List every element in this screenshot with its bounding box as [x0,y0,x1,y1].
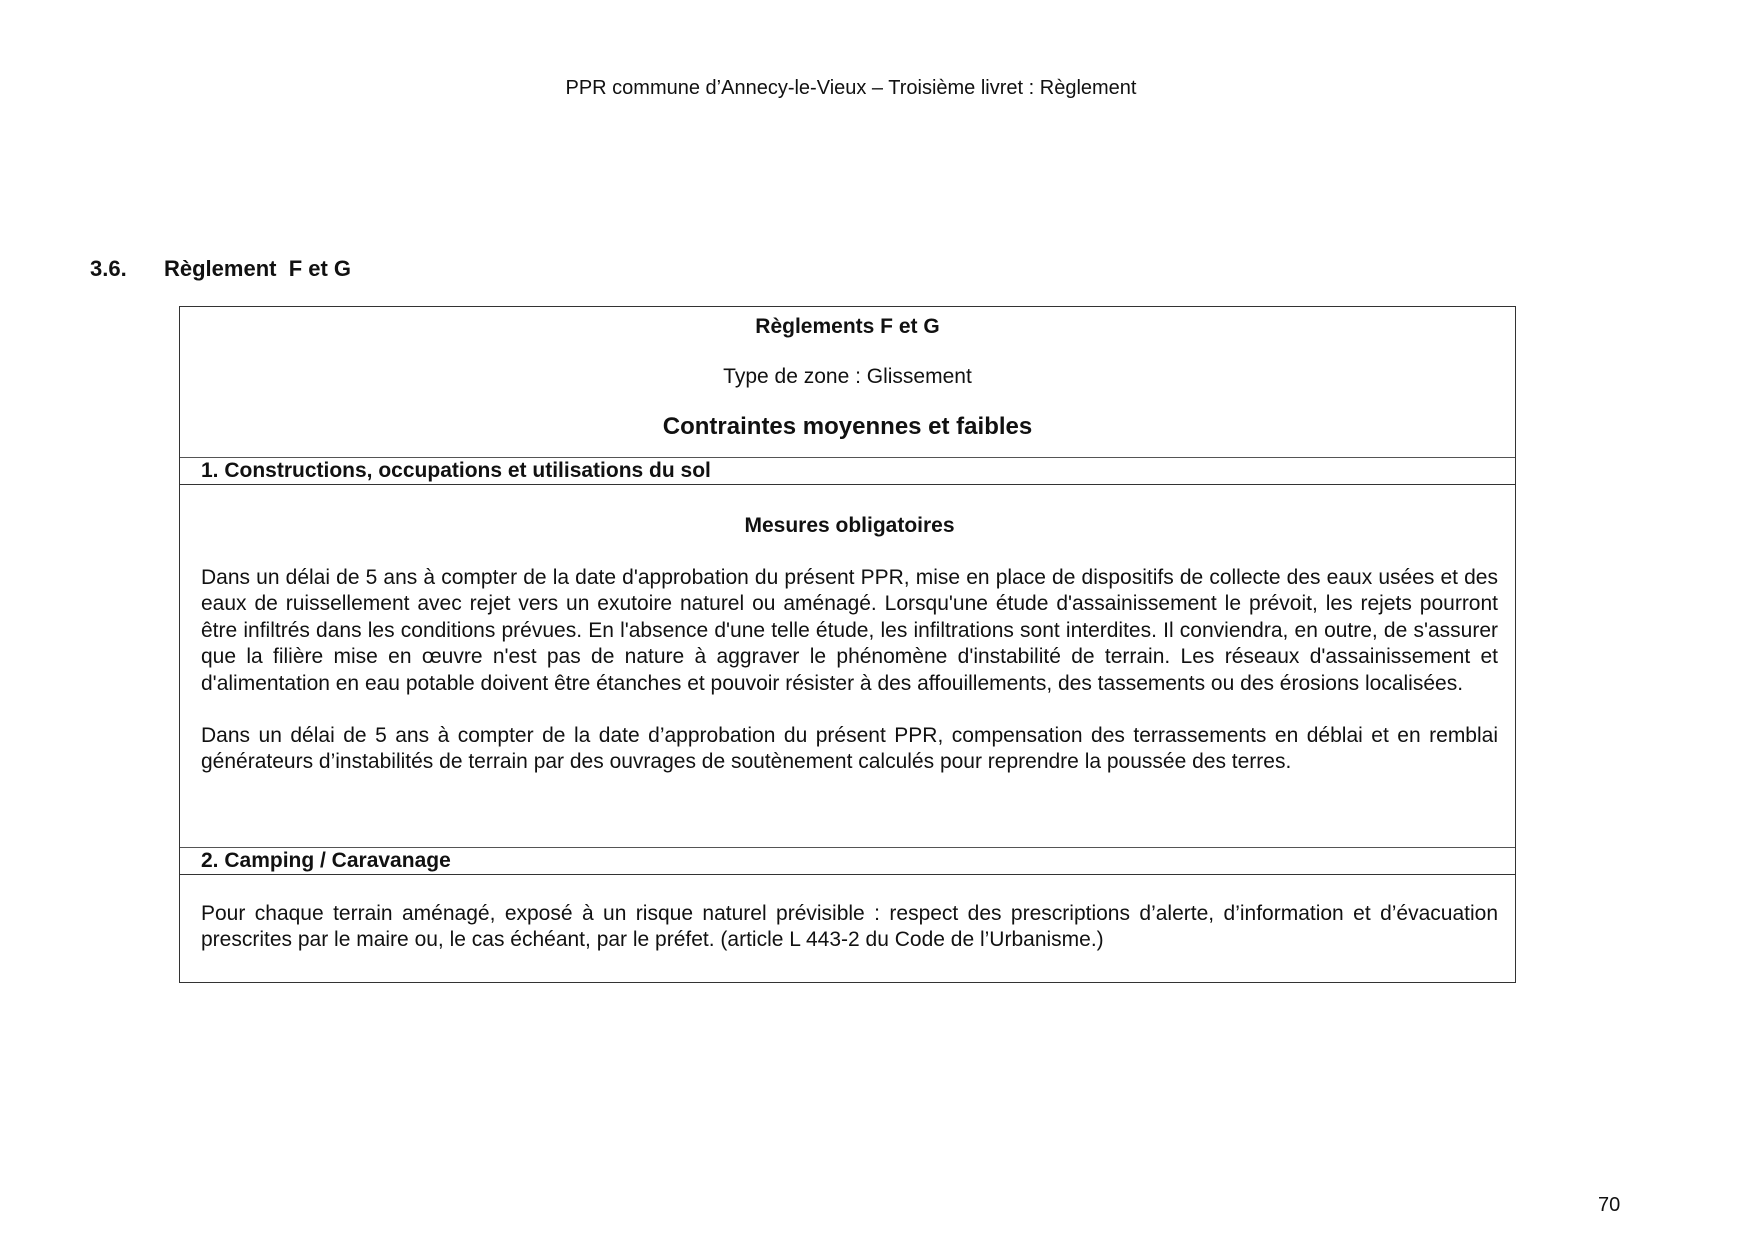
paragraph: Dans un délai de 5 ans à compter de la date d’approbation du présent PPR, compensation des terrassements en déblai et en remblai générateurs d’instabilités de terrain par des ouvrages de soutènement calculés pour reprendre la poussée des terres. [201,724,1498,774]
section-heading [90,256,351,282]
mandatory-measures-heading: Mesures obligatoires [744,514,955,537]
section-number: 3.6. [90,256,127,281]
paragraph: Dans un délai de 5 ans à compter de la date d'approbation du présent PPR, mise en place de dispositifs de collecte des eaux usées et des eaux de ruissellement avec rejet vers un exutoire naturel ou aménagé. Lorsqu'une étude d'assainissement le prévoit, les rejets pourront être infiltrés dans les conditions prévues. En l'absence d'une telle étude, les infiltrations sont interdites. Il conviendra, en outre, de s'assurer que la filière mise en œuvre n'est pas de nature à aggraver le phénomène d'instabilité de terrain. Les réseaux d'assainissement et d'alimentation en eau potable doivent être étanches et pouvoir résister à des affouillements, des tassements ou des érosions localisées. [201,566,1498,695]
table-title: Règlements F et G [755,315,940,338]
row-heading-camping: 2. Camping / Caravanage [180,848,1515,875]
running-header: PPR commune d’Annecy-le-Vieux – Troisième livret : Règlement [565,77,1137,99]
table-title-block [180,307,1515,458]
row-body-constructions [180,485,1515,848]
row-body-camping [180,875,1515,982]
row-heading-constructions: 1. Constructions, occupations et utilisations du sol [180,458,1515,485]
paragraph: Pour chaque terrain aménagé, exposé à un risque naturel prévisible : respect des prescriptions d’alerte, d’information et d’évacuation prescrites par le maire ou, le cas échéant, par le préfet. (article L 443-2 du Code de l’Urbanisme.) [201,902,1498,952]
constraints-level: Contraintes moyennes et faibles [662,413,1033,440]
section-title: Règlement F et G [164,256,352,281]
page-number: 70 [1598,1194,1621,1216]
zone-type: Type de zone : Glissement [723,365,972,388]
regulation-table [179,306,1516,983]
